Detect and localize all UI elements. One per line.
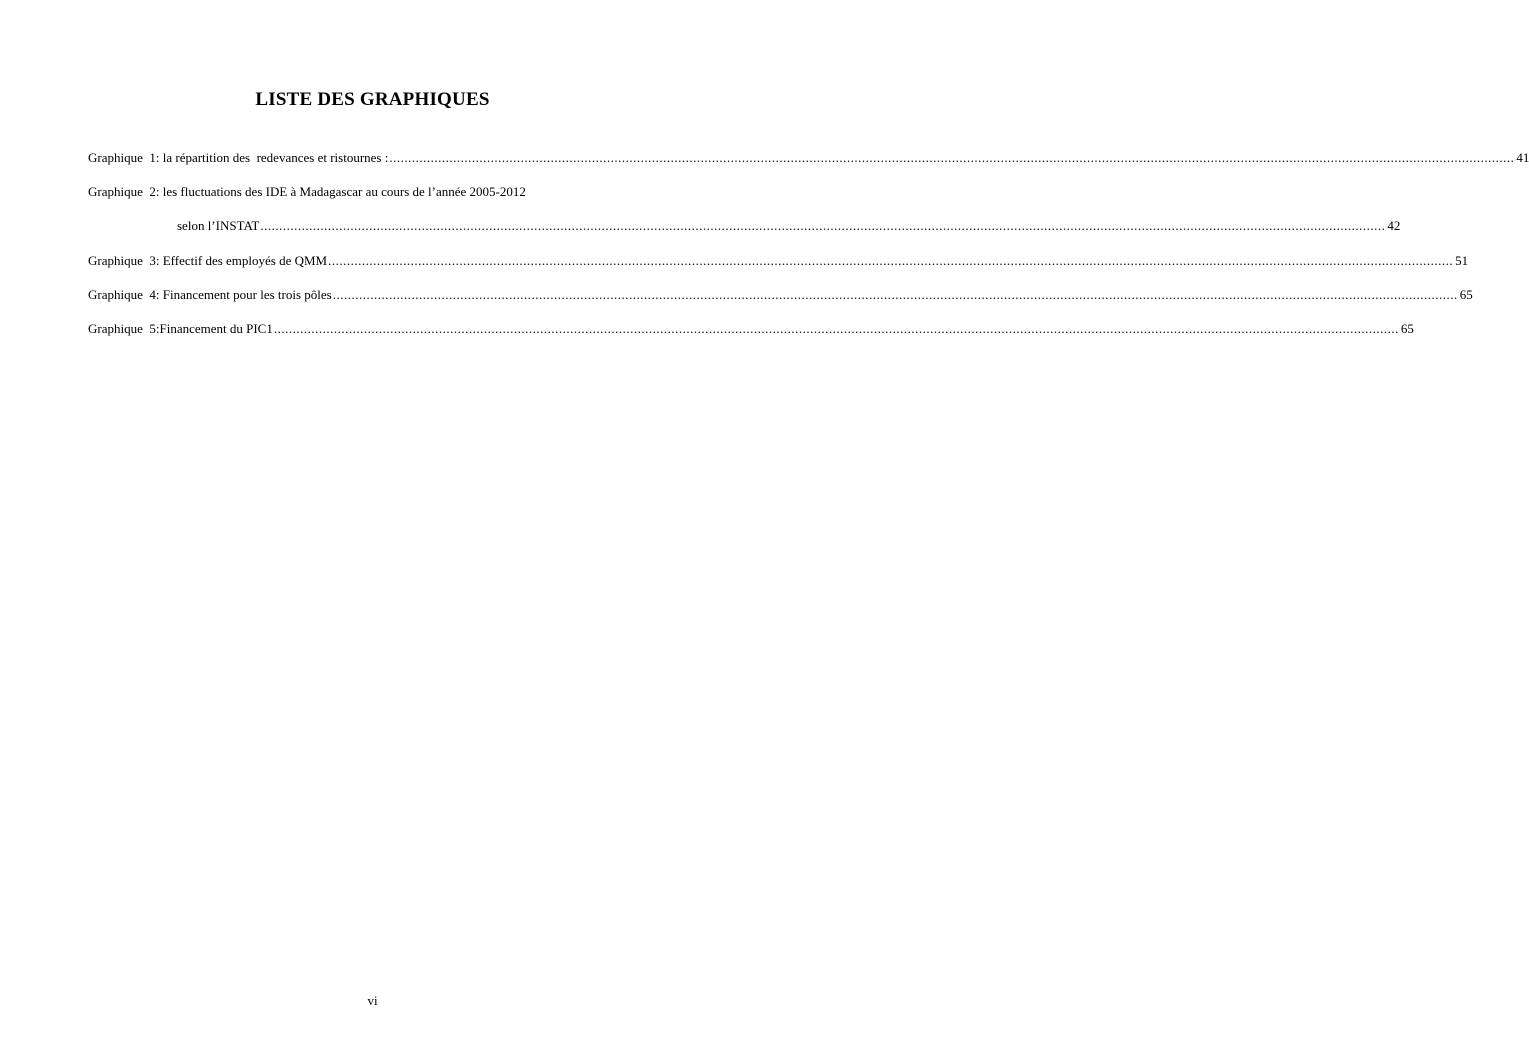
entry-page: 65 [1400, 321, 1414, 336]
list-item-continuation[interactable] [177, 218, 1401, 234]
entry-label: Graphique 1: la répartition des redevances et ristournes : [88, 150, 389, 165]
entry-label: selon l’INSTAT [177, 218, 260, 233]
entry-label: Graphique 2: les fluctuations des IDE à Madagascar au cours de l’année 2005-2012 [88, 184, 526, 199]
entry-label: Graphique 3: Effectif des employés de QMM [88, 253, 328, 268]
entry-label: Graphique 4: Financement pour les trois pôles [88, 287, 332, 302]
list-item[interactable] [88, 287, 1473, 303]
page-number: vi [367, 993, 378, 1008]
leader-dots: ............................................................................................................................................................................................................................................................................................................ [260, 218, 1386, 233]
entry-page: 42 [1387, 218, 1401, 233]
list-item[interactable] [88, 150, 1529, 166]
leader-dots: ............................................................................................................................................................................................................................................................................................................ [273, 321, 1399, 336]
page-title: LISTE DES GRAPHIQUES [255, 89, 490, 110]
list-item[interactable] [88, 321, 1414, 337]
leader-dots: ............................................................................................................................................................................................................................................................................................................ [332, 287, 1458, 302]
leader-dots: ............................................................................................................................................................................................................................................................................................................ [389, 150, 1515, 165]
list-item[interactable] [88, 253, 1469, 269]
entry-label: Graphique 5:Financement du PIC1 [88, 321, 273, 336]
entry-page: 41 [1516, 150, 1529, 165]
list-item[interactable] [88, 184, 655, 200]
entry-page: 51 [1455, 253, 1469, 268]
leader-dots: ............................................................................................................................................................................................................................................................................................................ [328, 253, 1454, 268]
entry-page: 65 [1459, 287, 1473, 302]
